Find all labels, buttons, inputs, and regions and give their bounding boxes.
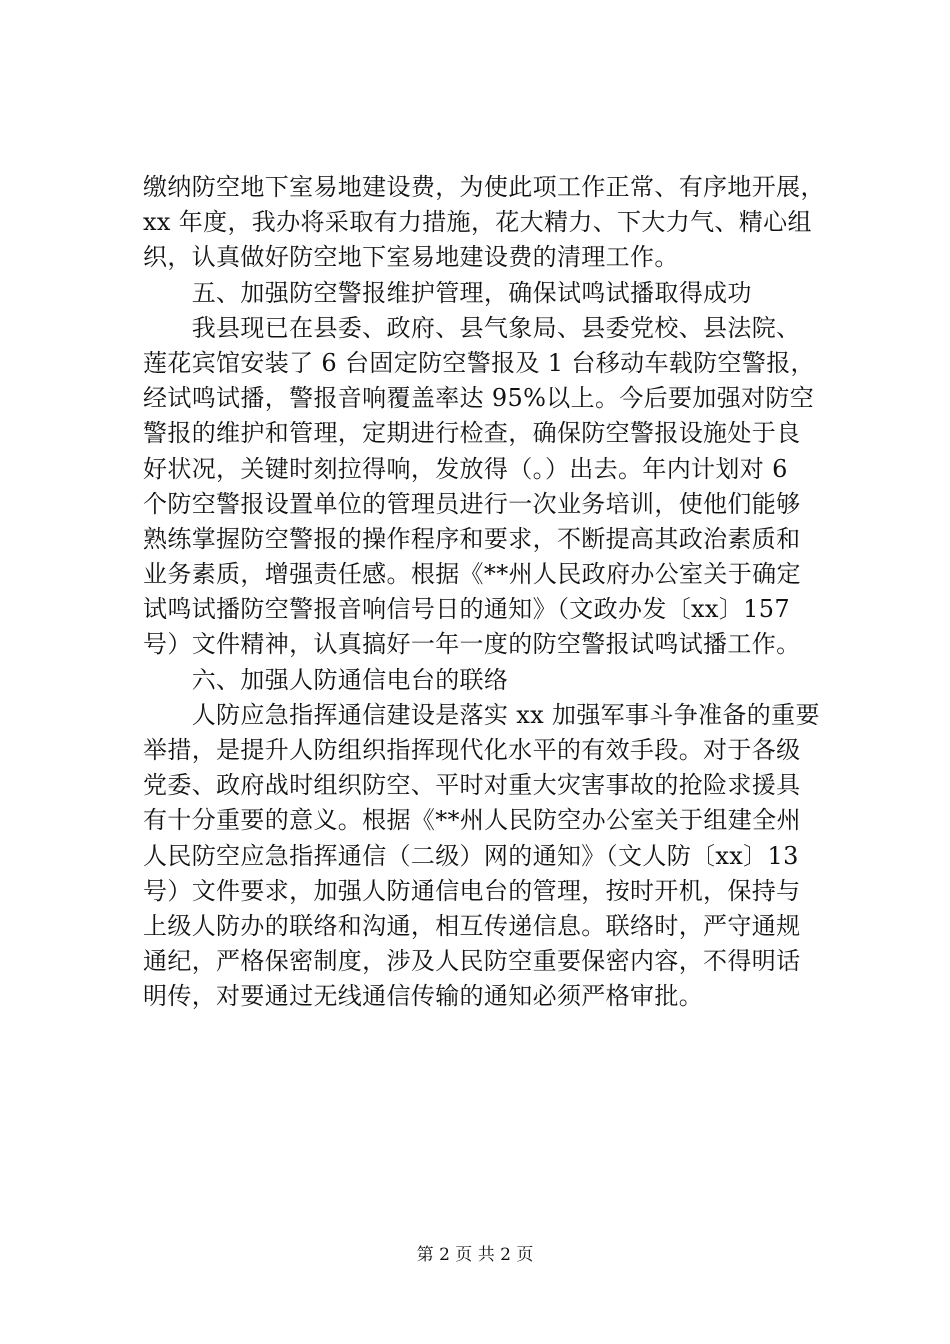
text-line: 通纪，严格保密制度，涉及人民防空重要保密内容，不得明话 (143, 947, 801, 976)
text-line: 试鸣试播防空警报音响信号日的通知》（文政办发〔xx〕157 (143, 595, 791, 624)
text-line: 人民防空应急指挥通信（二级）网的通知》（文人防〔xx〕13 (143, 841, 799, 870)
text-line: 明传，对要通过无线通信传输的通知必须严格审批。 (143, 982, 704, 1011)
text-line: 上级人防办的联络和沟通，相互传递信息。联络时，严守通规 (143, 911, 801, 940)
text-line: 举措，是提升人防组织指挥现代化水平的有效手段。对于各级 (143, 736, 801, 764)
text-line: 号）文件要求，加强人防通信电台的管理，按时开机，保持与 (143, 876, 801, 905)
text-line: 我县现已在县委、政府、县气象局、县委党校、县法院、 (143, 313, 801, 342)
text-line: 警报的维护和管理，定期进行检查，确保防空警报设施处于良 (143, 419, 801, 448)
text-line: 有十分重要的意义。根据《**州人民防空办公室关于组建全州 (143, 806, 801, 835)
text-line: 号）文件精神，认真搞好一年一度的防空警报试鸣试播工作。 (143, 630, 801, 659)
text-line: 人防应急指挥通信建设是落实 xx 加强军事斗争准备的重要 (143, 700, 820, 729)
text-line: 党委、政府战时组织防空、平时对重大灾害事故的抢险求援具 (143, 771, 801, 800)
text-line: 织，认真做好防空地下室易地建设费的清理工作。 (143, 243, 679, 272)
section-heading: 六、加强人防通信电台的联络 (143, 665, 509, 694)
section-heading: 五、加强防空警报维护管理，确保试鸣试播取得成功 (143, 278, 752, 307)
text-line: 缴纳防空地下室易地建设费，为使此项工作正常、有序地开展， (143, 173, 825, 201)
document-body (143, 170, 863, 1015)
text-line: 经试鸣试播，警报音响覆盖率达 95%以上。今后要加强对防空 (143, 384, 815, 413)
text-line: 莲花宾馆安装了 6 台固定防空警报及 1 台移动车载防空警报， (143, 348, 815, 377)
text-line: 好状况，关键时刻拉得响，发放得（。）出去。年内计划对 6 (143, 454, 788, 483)
text-line: 个防空警报设置单位的管理员进行一次业务培训，使他们能够 (143, 489, 801, 518)
text-line: 熟练掌握防空警报的操作程序和要求，不断提高其政治素质和 (143, 524, 801, 553)
text-line: xx 年度，我办将采取有力措施，花大精力、下大力气、精心组 (143, 208, 812, 237)
page-footer (0, 1243, 950, 1267)
text-line: 业务素质，增强责任感。根据《**州人民政府办公室关于确定 (143, 560, 801, 589)
page-number: 第 2 页 共 2 页 (416, 1245, 534, 1265)
